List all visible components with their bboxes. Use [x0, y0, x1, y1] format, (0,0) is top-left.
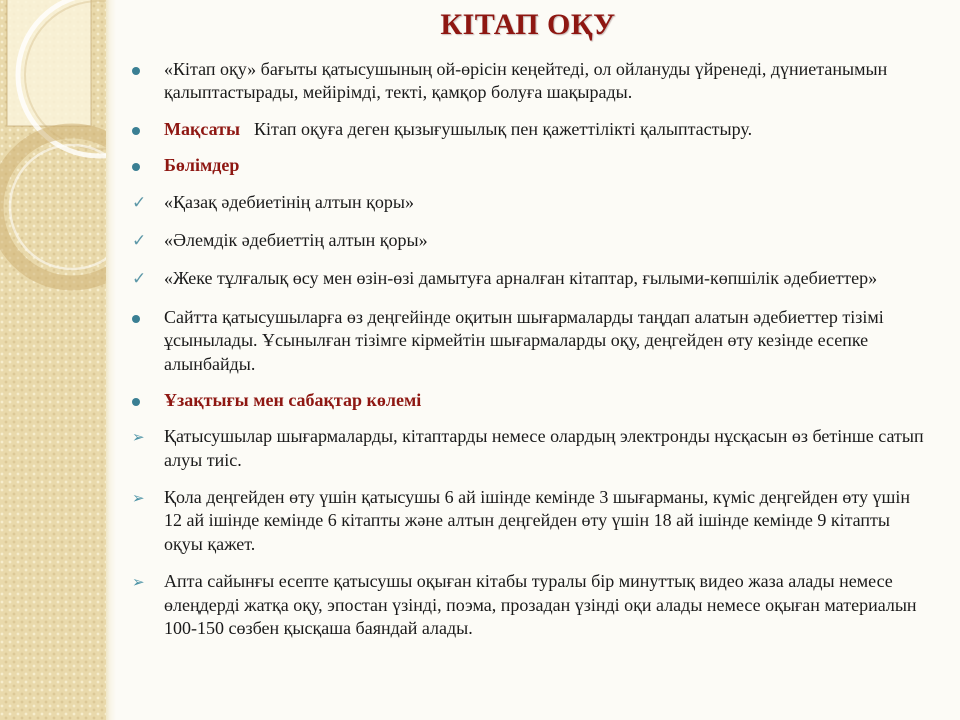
list-item-body-text: «Кітап оқу» бағыты қатысушының ой-өрісін кеңейтеді, ол ойлануды үйренеді, дүниетанымын қалыптастырады, мейірімді, текті, қамқор болуға шақырады. — [164, 59, 888, 103]
bullet-cell — [130, 118, 164, 141]
list-item-text — [164, 267, 932, 290]
list-item-text — [164, 425, 932, 472]
list-item-text — [164, 229, 932, 252]
slide-title: КІТАП ОҚУ — [440, 8, 616, 41]
check-bullet-icon: ✓ — [132, 230, 147, 251]
bullet-cell — [130, 425, 164, 449]
list-item — [130, 267, 932, 290]
list-item-lead-label: Бөлімдер — [164, 155, 240, 176]
arrow-bullet-icon: ➢ — [132, 428, 145, 447]
list-item-text — [164, 486, 932, 556]
list-item — [130, 306, 932, 376]
list-item — [130, 118, 932, 141]
list-item-text — [164, 58, 932, 105]
list-item — [130, 58, 932, 105]
list-item-text — [164, 118, 932, 141]
slide-content — [116, 0, 960, 720]
sidebar-edge-fade — [106, 0, 116, 720]
list-item-lead-label: Мақсаты — [164, 118, 240, 139]
dot-bullet-icon — [132, 315, 140, 323]
bullet-cell — [130, 191, 164, 214]
bullet-cell — [130, 58, 164, 81]
list-item-body-text: Апта сайынғы есепте қатысушы оқыған кітабы туралы бір минуттық видео жаза алады немесе өлеңдерді жатқа оқу, эпостан үзінді, поэма, прозадан үзінді оқи алады немесе оқыған материалын 100-150 сөзбен қысқаша баяндай алады. — [164, 571, 917, 639]
list-item — [130, 191, 932, 214]
check-bullet-icon: ✓ — [132, 269, 147, 290]
list-item-body-text: «Қазақ әдебиетінің алтын қоры» — [164, 191, 414, 212]
bullet-cell — [130, 389, 164, 412]
check-bullet-icon: ✓ — [132, 192, 147, 213]
arrow-bullet-icon: ➢ — [132, 573, 145, 592]
dot-bullet-icon — [132, 398, 140, 406]
theme-sidebar — [0, 0, 106, 720]
list-item-text — [164, 389, 932, 412]
list-item-text — [164, 570, 932, 640]
bullet-cell — [130, 306, 164, 329]
list-item-body-text: Қатысушылар шығармаларды, кітаптарды немесе олардың электронды нұсқасын өз бетінше сатып алуы тиіс. — [164, 426, 924, 470]
list-item-body-text: «Жеке тұлғалық өсу мен өзін-өзі дамытуға арналған кітаптар, ғылыми-көпшілік әдебиеттер» — [164, 268, 878, 289]
list-item — [130, 229, 932, 252]
list-item-body-text: Кітап оқуға деген қызығушылық пен қажеттілікті қалыптастыру. — [254, 118, 753, 139]
list-item — [130, 425, 932, 472]
bullet-list — [124, 58, 932, 640]
list-item-lead-label: Ұзақтығы мен сабақтар көлемі — [164, 389, 422, 410]
list-item-body-text: Қола деңгейден өту үшін қатысушы 6 ай ішінде кемінде 3 шығарманы, күміс деңгейден өту үшін 12 ай ішінде кемінде 6 кітапты және алтын деңгейден өту үшін 18 ай ішінде кемінде 9 кітапты оқуы қажет. — [164, 487, 910, 554]
bullet-cell — [130, 229, 164, 252]
dot-bullet-icon — [132, 163, 140, 171]
bullet-cell — [130, 267, 164, 290]
list-item — [130, 389, 932, 412]
list-item-text — [164, 191, 932, 214]
list-item-text — [164, 306, 932, 376]
list-item-body-text: «Әлемдік әдебиеттің алтын қоры» — [164, 229, 428, 250]
list-item — [130, 154, 932, 177]
dot-bullet-icon — [132, 67, 140, 75]
dot-bullet-icon — [132, 127, 140, 135]
list-item-text — [164, 154, 932, 177]
bullet-cell — [130, 486, 164, 510]
list-item — [130, 486, 932, 556]
bullet-cell — [130, 154, 164, 177]
bullet-cell — [130, 570, 164, 594]
list-item-body-text: Сайтта қатысушыларға өз деңгейінде оқитын шығармаларды таңдап алатын әдебиеттер тізімі ұсынылады. Ұсынылған тізімге кірмейтін шығармаларды оқу, деңгейден өту кезінде есепке алынбайды. — [164, 306, 884, 374]
arrow-bullet-icon: ➢ — [132, 489, 145, 508]
list-item — [130, 570, 932, 640]
sidebar-decoration-rings — [0, 0, 106, 720]
